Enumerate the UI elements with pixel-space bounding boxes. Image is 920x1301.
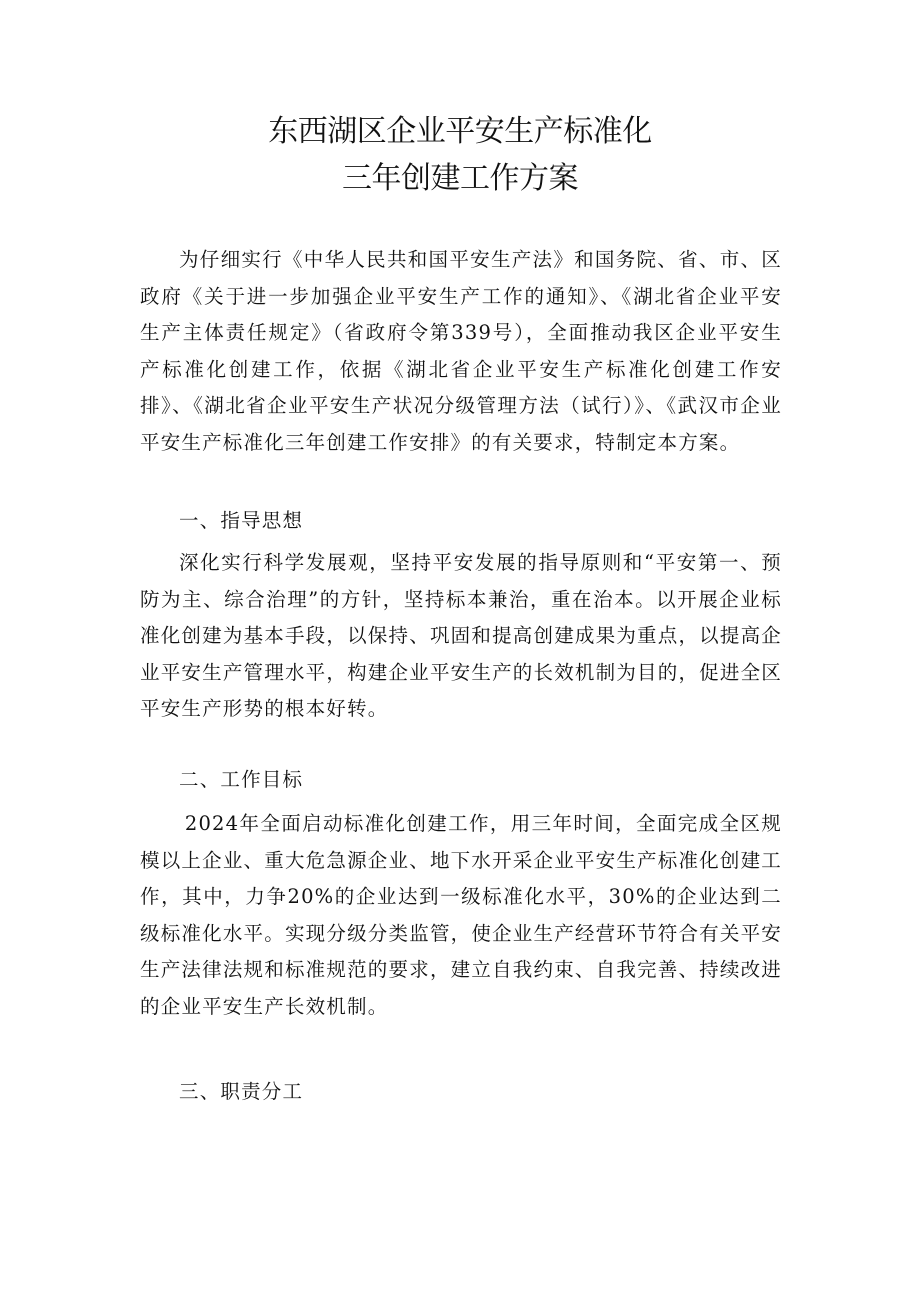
section-heading-responsibilities: 三、职责分工 [179, 1080, 304, 1103]
section-heading-guiding-ideology: 一、指导思想 [179, 509, 304, 532]
section-body-guiding-ideology: 深化实行科学发展观，坚持平安发展的指导原则和“平安第一、预防为主、综合治理”的方针，坚持标本兼治，重在治本。以开展企业标准化创建为基本手段，以保持、巩固和提高创建成果为重点，以提高企业平安生产管理水平，构建企业平安生产的长效机制为目的，促进全区平安生产形势的根本好转。 [140, 551, 782, 721]
section-heading-work-goals: 二、工作目标 [179, 768, 304, 791]
intro-paragraph: 为仔细实行《中华人民共和国平安生产法》和国务院、省、市、区政府《关于进一步加强企业平安生产工作的通知》、《湖北省企业平安生产主体责任规定》（省政府令第339号），全面推动我区企业平安生产标准化创建工作，依据《湖北省企业平安生产标准化创建工作安排》、《湖北省企业平安生产状况分级管理方法（试行）》、《武汉市企业平安生产标准化三年创建工作安排》的有关要求，特制定本方案。 [140, 248, 782, 454]
document-title [0, 108, 920, 202]
title-line-1: 东西湖区企业平安生产标准化 [268, 114, 652, 149]
title-line-2: 三年创建工作方案 [342, 161, 578, 196]
section-body-work-goals: 2024年全面启动标准化创建工作，用三年时间，全面完成全区规模以上企业、重大危急源企业、地下水开采企业平安生产标准化创建工作，其中，力争20%的企业达到一级标准化水平，30%的企业达到二级标准化水平。实现分级分类监管，使企业生产经营环节符合有关平安生产法律法规和标准规范的要求，建立自我约束、自我完善、持续改进的企业平安生产长效机制。 [140, 812, 782, 1018]
